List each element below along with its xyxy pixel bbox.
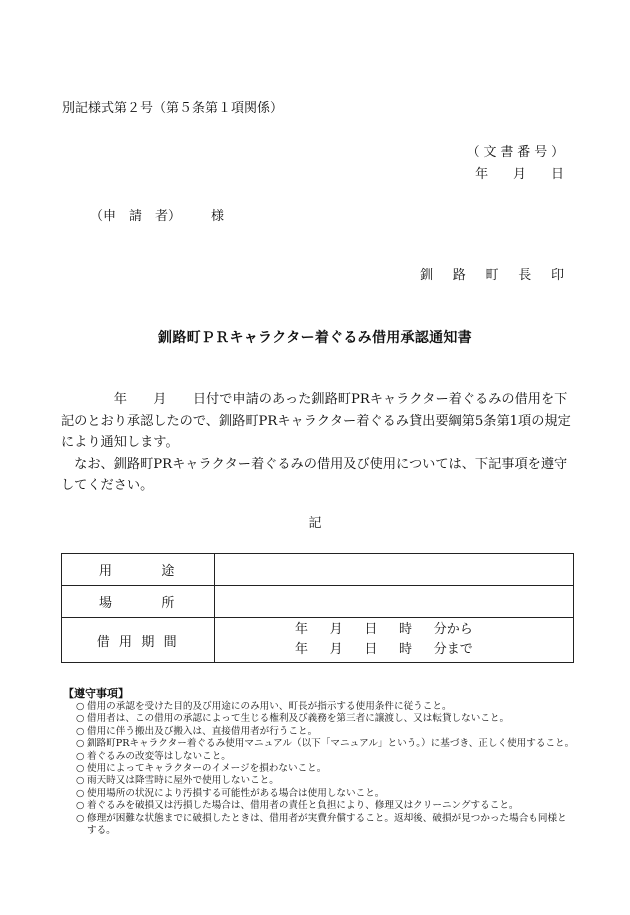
purpose-value (215, 554, 574, 586)
table-row-period (62, 618, 574, 663)
rules-heading: 【遵守事項】 (63, 687, 129, 700)
rule-item: ○ 着ぐるみを破損又は汚損した場合は、借用者の責任と負担により、修理又はクリーニングすること。 (76, 800, 576, 812)
period-value (215, 618, 574, 663)
table-row-place (62, 586, 574, 618)
notice-body (61, 389, 575, 497)
period-from: 年 月 日 時 分から (295, 622, 473, 637)
applicant-label: （申 請 者） (90, 209, 182, 224)
place-label: 場 所 (62, 586, 215, 618)
rules-list (76, 701, 576, 837)
body-paragraph-approval: 年 月 日付で申請のあった釧路町PRキャラクター着ぐるみの借用を下記のとおり承認したので、釧路町PRキャラクター着ぐるみ貸出要綱第5条第1項の規定により通知します。 (61, 392, 571, 450)
rule-item: ○ 釧路町PRキャラクター着ぐるみ使用マニュアル（以下「マニュアル」という。）に基づき、正しく使用すること。 (76, 738, 576, 750)
body-paragraph-compliance: なお、釧路町PRキャラクター着ぐるみの借用及び使用については、下記事項を遵守してください。 (61, 456, 568, 493)
document-title: 釧路町ＰＲキャラクター着ぐるみ借用承認通知書 (158, 330, 472, 346)
ki-heading: 記 (308, 516, 322, 531)
period-label: 借 用 期 間 (62, 618, 215, 663)
rule-item: ○ 使用によってキャラクターのイメージを損わないこと。 (76, 763, 576, 775)
rule-item: ○ 借用者は、この借用の承認によって生じる権利及び義務を第三者に譲渡し、又は転貸しないこと。 (76, 713, 576, 725)
applicant-suffix: 様 (211, 209, 225, 224)
applicant-line (90, 205, 224, 224)
table-row-purpose (62, 554, 574, 586)
issue-date: 年 月 日 (475, 167, 564, 182)
rule-item: ○ 修理が困難な状態までに破損したときは、借用者が実費弁償すること。返却後、破損が見つかった場合も同様とする。 (76, 813, 576, 838)
details-table (61, 553, 574, 663)
rule-item: ○ 雨天時又は降雪時に屋外で使用しないこと。 (76, 775, 576, 787)
period-to: 年 月 日 時 分まで (295, 642, 473, 657)
document-number: （文書番号） (466, 145, 568, 160)
rule-item: ○ 借用に伴う搬出及び搬入は、直接借用者が行うこと。 (76, 726, 576, 738)
rule-item: ○ 借用の承認を受けた目的及び用途にのみ用い、町長が指示する使用条件に従うこと。 (76, 701, 576, 713)
form-id: 別記様式第２号（第５条第１項関係） (62, 101, 284, 116)
place-value (215, 586, 574, 618)
purpose-label: 用 途 (62, 554, 215, 586)
mayor-seal-line: 釧 路 町 長 印 (420, 268, 564, 283)
rule-item: ○ 着ぐるみの改変等はしないこと。 (76, 751, 576, 763)
rule-item: ○ 使用場所の状況により汚損する可能性がある場合は使用しないこと。 (76, 788, 576, 800)
